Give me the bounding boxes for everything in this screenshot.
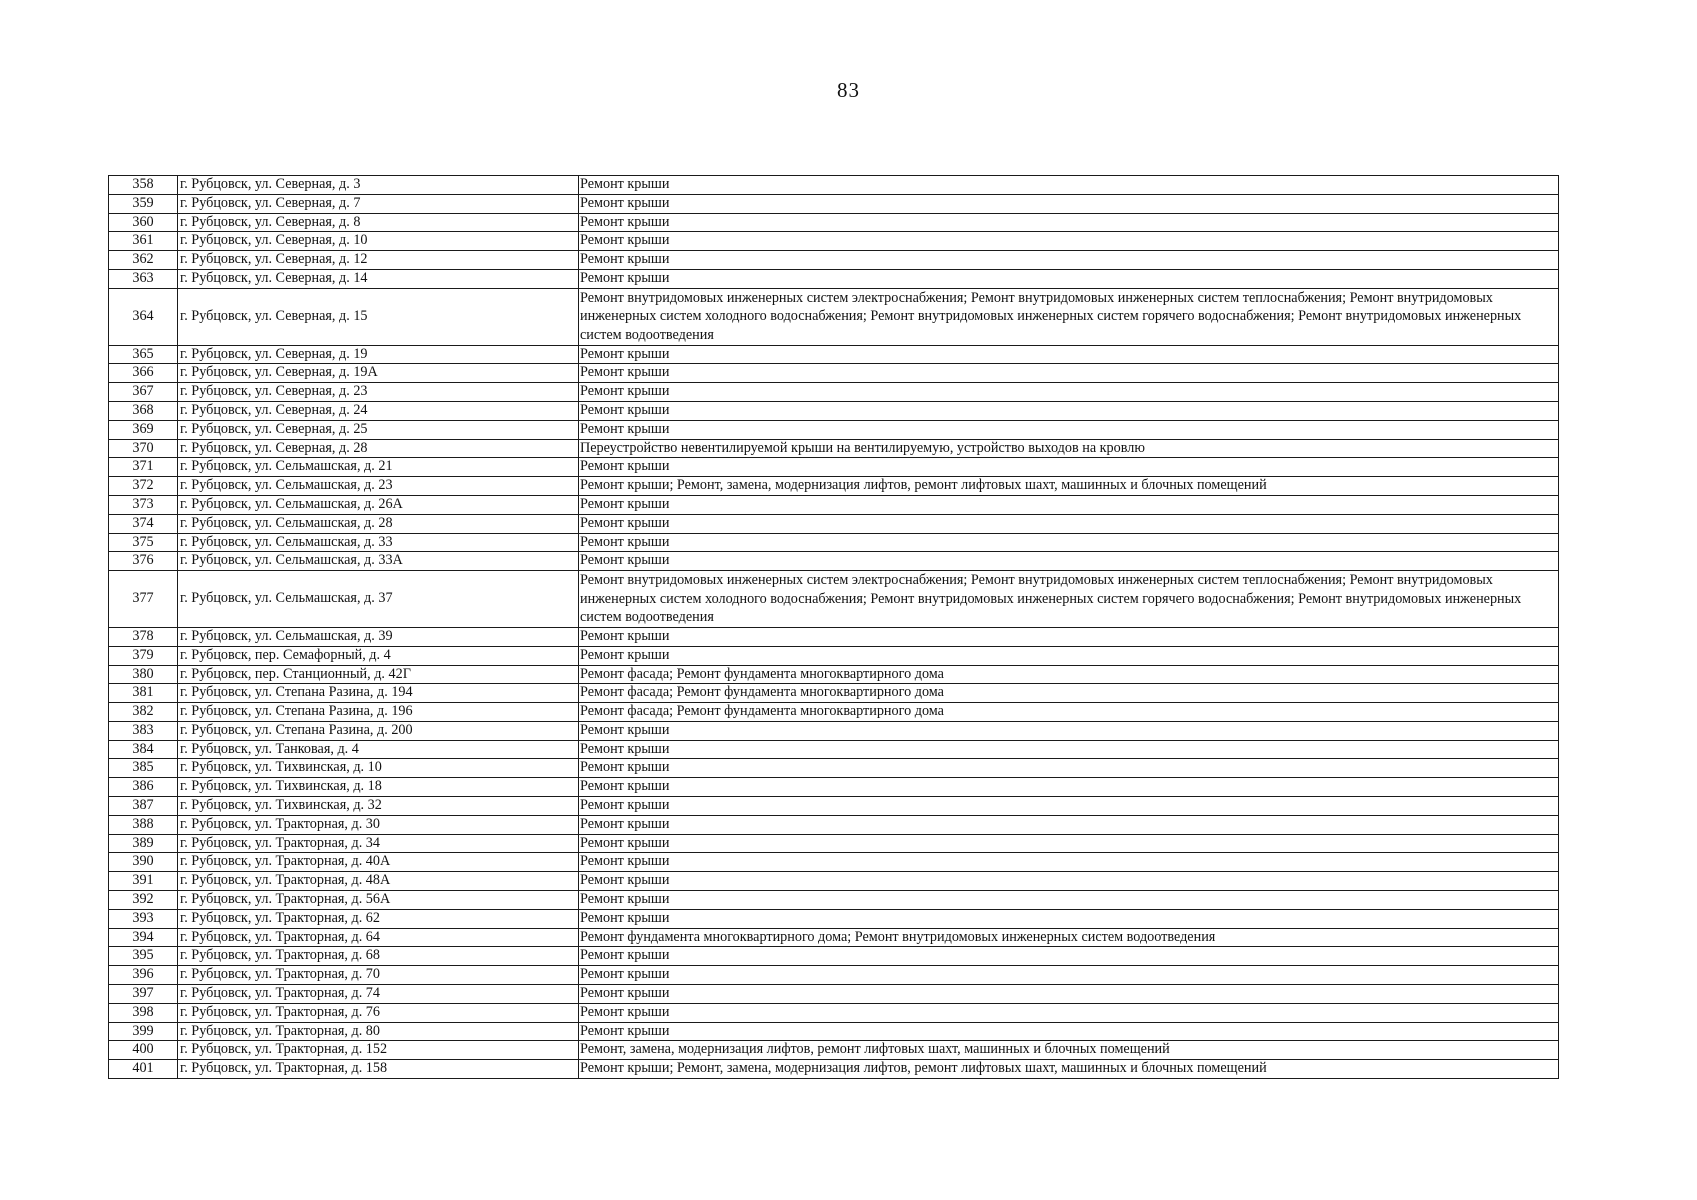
table-row — [109, 269, 1559, 288]
row-number: 385 — [109, 759, 178, 778]
row-number: 389 — [109, 834, 178, 853]
table-row — [109, 420, 1559, 439]
works-cell: Ремонт крыши — [579, 853, 1559, 872]
address-cell: г. Рубцовск, ул. Сельмашская, д. 33 — [178, 533, 579, 552]
table-row — [109, 477, 1559, 496]
works-cell: Ремонт крыши — [579, 514, 1559, 533]
row-number: 394 — [109, 928, 178, 947]
works-cell: Ремонт крыши — [579, 458, 1559, 477]
table-row — [109, 288, 1559, 345]
row-number: 362 — [109, 251, 178, 270]
address-cell: г. Рубцовск, ул. Северная, д. 10 — [178, 232, 579, 251]
table-row — [109, 213, 1559, 232]
works-cell: Ремонт внутридомовых инженерных систем электроснабжения; Ремонт внутридомовых инженерных систем теплоснабжения; Ремонт внутридомовых инженерных систем холодного водоснабжения; Ремонт внутридомовых инженерных систем горячего водоснабжения; Ремонт внутридомовых инженерных систем водоотведения — [579, 571, 1559, 628]
address-cell: г. Рубцовск, ул. Тракторная, д. 62 — [178, 909, 579, 928]
registry-table-body — [109, 176, 1559, 1079]
works-cell: Ремонт крыши — [579, 176, 1559, 195]
table-row — [109, 778, 1559, 797]
table-row — [109, 985, 1559, 1004]
row-number: 365 — [109, 345, 178, 364]
address-cell: г. Рубцовск, ул. Тракторная, д. 30 — [178, 815, 579, 834]
works-cell: Ремонт крыши — [579, 232, 1559, 251]
row-number: 383 — [109, 721, 178, 740]
row-number: 377 — [109, 571, 178, 628]
address-cell: г. Рубцовск, пер. Семафорный, д. 4 — [178, 646, 579, 665]
works-cell: Ремонт крыши — [579, 909, 1559, 928]
table-row — [109, 966, 1559, 985]
works-cell: Ремонт крыши — [579, 740, 1559, 759]
row-number: 400 — [109, 1041, 178, 1060]
works-cell: Ремонт фасада; Ремонт фундамента многоквартирного дома — [579, 665, 1559, 684]
works-cell: Ремонт фасада; Ремонт фундамента многоквартирного дома — [579, 703, 1559, 722]
row-number: 391 — [109, 872, 178, 891]
works-cell: Ремонт фасада; Ремонт фундамента многоквартирного дома — [579, 684, 1559, 703]
works-cell: Ремонт крыши — [579, 872, 1559, 891]
row-number: 379 — [109, 646, 178, 665]
table-row — [109, 458, 1559, 477]
table-row — [109, 684, 1559, 703]
table-row — [109, 834, 1559, 853]
address-cell: г. Рубцовск, ул. Сельмашская, д. 23 — [178, 477, 579, 496]
works-cell: Ремонт крыши — [579, 383, 1559, 402]
address-cell: г. Рубцовск, ул. Степана Разина, д. 196 — [178, 703, 579, 722]
works-cell: Ремонт крыши — [579, 533, 1559, 552]
row-number: 376 — [109, 552, 178, 571]
row-number: 392 — [109, 891, 178, 910]
table-row — [109, 891, 1559, 910]
table-row — [109, 646, 1559, 665]
table-row — [109, 1060, 1559, 1079]
works-cell: Ремонт крыши — [579, 345, 1559, 364]
row-number: 384 — [109, 740, 178, 759]
row-number: 381 — [109, 684, 178, 703]
address-cell: г. Рубцовск, ул. Сельмашская, д. 28 — [178, 514, 579, 533]
works-cell: Ремонт крыши — [579, 985, 1559, 1004]
table-row — [109, 383, 1559, 402]
address-cell: г. Рубцовск, ул. Танковая, д. 4 — [178, 740, 579, 759]
address-cell: г. Рубцовск, ул. Тихвинская, д. 10 — [178, 759, 579, 778]
table-row — [109, 364, 1559, 383]
address-cell: г. Рубцовск, ул. Северная, д. 8 — [178, 213, 579, 232]
row-number: 398 — [109, 1003, 178, 1022]
address-cell: г. Рубцовск, ул. Степана Разина, д. 194 — [178, 684, 579, 703]
works-cell: Ремонт крыши — [579, 759, 1559, 778]
address-cell: г. Рубцовск, ул. Северная, д. 7 — [178, 194, 579, 213]
works-cell: Ремонт крыши — [579, 364, 1559, 383]
row-number: 395 — [109, 947, 178, 966]
row-number: 361 — [109, 232, 178, 251]
table-row — [109, 721, 1559, 740]
table-row — [109, 627, 1559, 646]
works-cell: Ремонт, замена, модернизация лифтов, ремонт лифтовых шахт, машинных и блочных помещений — [579, 1041, 1559, 1060]
row-number: 390 — [109, 853, 178, 872]
works-cell: Ремонт крыши — [579, 1022, 1559, 1041]
address-cell: г. Рубцовск, ул. Сельмашская, д. 39 — [178, 627, 579, 646]
address-cell: г. Рубцовск, ул. Сельмашская, д. 26А — [178, 495, 579, 514]
row-number: 375 — [109, 533, 178, 552]
address-cell: г. Рубцовск, ул. Сельмашская, д. 33А — [178, 552, 579, 571]
works-cell: Ремонт крыши — [579, 552, 1559, 571]
table-row — [109, 495, 1559, 514]
works-cell: Ремонт крыши — [579, 778, 1559, 797]
row-number: 387 — [109, 797, 178, 816]
address-cell: г. Рубцовск, ул. Северная, д. 28 — [178, 439, 579, 458]
address-cell: г. Рубцовск, ул. Тракторная, д. 152 — [178, 1041, 579, 1060]
table-row — [109, 740, 1559, 759]
row-number: 368 — [109, 401, 178, 420]
works-cell: Ремонт крыши — [579, 966, 1559, 985]
address-cell: г. Рубцовск, ул. Степана Разина, д. 200 — [178, 721, 579, 740]
address-cell: г. Рубцовск, ул. Тракторная, д. 48А — [178, 872, 579, 891]
address-cell: г. Рубцовск, ул. Северная, д. 3 — [178, 176, 579, 195]
table-row — [109, 571, 1559, 628]
table-row — [109, 1003, 1559, 1022]
works-cell: Ремонт фундамента многоквартирного дома; Ремонт внутридомовых инженерных систем водоотведения — [579, 928, 1559, 947]
row-number: 386 — [109, 778, 178, 797]
table-row — [109, 759, 1559, 778]
address-cell: г. Рубцовск, ул. Тракторная, д. 80 — [178, 1022, 579, 1041]
table-row — [109, 176, 1559, 195]
table-row — [109, 514, 1559, 533]
table-row — [109, 947, 1559, 966]
row-number: 372 — [109, 477, 178, 496]
row-number: 371 — [109, 458, 178, 477]
table-row — [109, 232, 1559, 251]
row-number: 360 — [109, 213, 178, 232]
row-number: 364 — [109, 288, 178, 345]
address-cell: г. Рубцовск, ул. Северная, д. 24 — [178, 401, 579, 420]
works-cell: Ремонт крыши — [579, 627, 1559, 646]
row-number: 397 — [109, 985, 178, 1004]
address-cell: г. Рубцовск, ул. Тракторная, д. 76 — [178, 1003, 579, 1022]
address-cell: г. Рубцовск, ул. Сельмашская, д. 21 — [178, 458, 579, 477]
works-cell: Ремонт крыши; Ремонт, замена, модернизация лифтов, ремонт лифтовых шахт, машинных и блочных помещений — [579, 477, 1559, 496]
row-number: 401 — [109, 1060, 178, 1079]
table-row — [109, 552, 1559, 571]
row-number: 393 — [109, 909, 178, 928]
row-number: 396 — [109, 966, 178, 985]
address-cell: г. Рубцовск, ул. Тракторная, д. 40А — [178, 853, 579, 872]
row-number: 366 — [109, 364, 178, 383]
works-cell: Ремонт крыши — [579, 1003, 1559, 1022]
table-row — [109, 439, 1559, 458]
registry-table — [108, 175, 1559, 1079]
address-cell: г. Рубцовск, ул. Тихвинская, д. 18 — [178, 778, 579, 797]
row-number: 367 — [109, 383, 178, 402]
table-row — [109, 909, 1559, 928]
address-cell: г. Рубцовск, ул. Тракторная, д. 56А — [178, 891, 579, 910]
works-cell: Ремонт крыши — [579, 495, 1559, 514]
table-row — [109, 872, 1559, 891]
works-cell: Ремонт крыши — [579, 213, 1559, 232]
address-cell: г. Рубцовск, ул. Тракторная, д. 70 — [178, 966, 579, 985]
table-row — [109, 251, 1559, 270]
row-number: 374 — [109, 514, 178, 533]
table-row — [109, 1041, 1559, 1060]
address-cell: г. Рубцовск, ул. Северная, д. 23 — [178, 383, 579, 402]
works-cell: Ремонт крыши — [579, 815, 1559, 834]
table-row — [109, 401, 1559, 420]
address-cell: г. Рубцовск, ул. Тихвинская, д. 32 — [178, 797, 579, 816]
address-cell: г. Рубцовск, ул. Северная, д. 15 — [178, 288, 579, 345]
works-cell: Ремонт крыши — [579, 834, 1559, 853]
works-cell: Ремонт крыши — [579, 646, 1559, 665]
address-cell: г. Рубцовск, ул. Тракторная, д. 34 — [178, 834, 579, 853]
address-cell: г. Рубцовск, ул. Сельмашская, д. 37 — [178, 571, 579, 628]
row-number: 369 — [109, 420, 178, 439]
table-row — [109, 797, 1559, 816]
row-number: 370 — [109, 439, 178, 458]
works-cell: Ремонт крыши — [579, 891, 1559, 910]
works-cell: Ремонт внутридомовых инженерных систем электроснабжения; Ремонт внутридомовых инженерных систем теплоснабжения; Ремонт внутридомовых инженерных систем холодного водоснабжения; Ремонт внутридомовых инженерных систем горячего водоснабжения; Ремонт внутридомовых инженерных систем водоотведения — [579, 288, 1559, 345]
row-number: 388 — [109, 815, 178, 834]
table-row — [109, 853, 1559, 872]
table-row — [109, 1022, 1559, 1041]
row-number: 399 — [109, 1022, 178, 1041]
table-row — [109, 703, 1559, 722]
row-number: 358 — [109, 176, 178, 195]
works-cell: Ремонт крыши — [579, 251, 1559, 270]
address-cell: г. Рубцовск, ул. Тракторная, д. 64 — [178, 928, 579, 947]
address-cell: г. Рубцовск, ул. Тракторная, д. 158 — [178, 1060, 579, 1079]
address-cell: г. Рубцовск, ул. Тракторная, д. 68 — [178, 947, 579, 966]
works-cell: Ремонт крыши — [579, 401, 1559, 420]
table-row — [109, 815, 1559, 834]
table-row — [109, 665, 1559, 684]
address-cell: г. Рубцовск, ул. Северная, д. 19 — [178, 345, 579, 364]
row-number: 373 — [109, 495, 178, 514]
address-cell: г. Рубцовск, ул. Северная, д. 14 — [178, 269, 579, 288]
table-row — [109, 533, 1559, 552]
works-cell: Ремонт крыши; Ремонт, замена, модернизация лифтов, ремонт лифтовых шахт, машинных и блочных помещений — [579, 1060, 1559, 1079]
row-number: 380 — [109, 665, 178, 684]
works-cell: Ремонт крыши — [579, 797, 1559, 816]
row-number: 359 — [109, 194, 178, 213]
row-number: 382 — [109, 703, 178, 722]
table-row — [109, 345, 1559, 364]
works-cell: Ремонт крыши — [579, 947, 1559, 966]
works-cell: Ремонт крыши — [579, 269, 1559, 288]
address-cell: г. Рубцовск, ул. Северная, д. 19А — [178, 364, 579, 383]
table-row — [109, 194, 1559, 213]
row-number: 363 — [109, 269, 178, 288]
address-cell: г. Рубцовск, ул. Тракторная, д. 74 — [178, 985, 579, 1004]
row-number: 378 — [109, 627, 178, 646]
works-cell: Ремонт крыши — [579, 721, 1559, 740]
address-cell: г. Рубцовск, ул. Северная, д. 25 — [178, 420, 579, 439]
address-cell: г. Рубцовск, пер. Станционный, д. 42Г — [178, 665, 579, 684]
address-cell: г. Рубцовск, ул. Северная, д. 12 — [178, 251, 579, 270]
page-number: 83 — [837, 78, 860, 102]
works-cell: Ремонт крыши — [579, 194, 1559, 213]
works-cell: Переустройство невентилируемой крыши на вентилируемую, устройство выходов на кровлю — [579, 439, 1559, 458]
table-row — [109, 928, 1559, 947]
works-cell: Ремонт крыши — [579, 420, 1559, 439]
